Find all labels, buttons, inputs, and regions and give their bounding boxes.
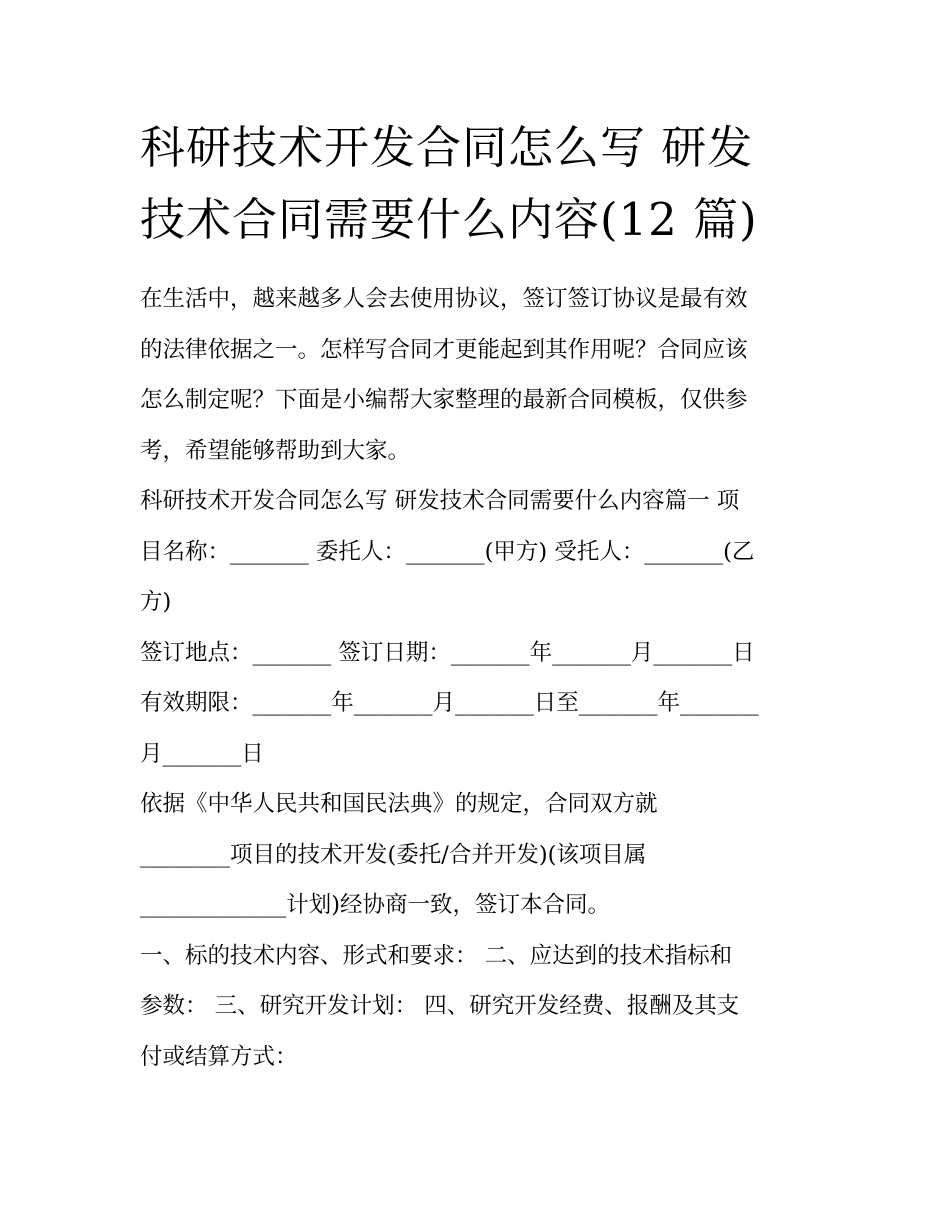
basis-line-2: ________项目的技术开发(委托/合并开发)(该项目属 (140, 841, 647, 868)
clauses-line-2: 参数： 三、研究开发计划： 四、研究开发经费、报酬及其支 (140, 993, 740, 1019)
validity-line-1: 有效期限：_______年_______月_______日至_______年_______ (140, 690, 759, 716)
intro-line-2: 的法律依据之一。怎样写合同才更能起到其作用呢？合同应该 (140, 336, 748, 363)
clauses-line-1: 一、标的技术内容、形式和要求： 二、应达到的技术指标和 (140, 942, 733, 969)
section-heading-line-2: 目名称：_______ 委托人：_______(甲方) 受托人：_______(乙 (140, 538, 755, 565)
validity-line-2: 月_______日 (140, 740, 264, 767)
section-heading-line-1: 科研技术开发合同怎么写 研发技术合同需要什么内容篇一 项 (140, 488, 740, 514)
intro-paragraph (140, 274, 812, 476)
title-line-2: 技术合同需要什么内容(12 篇) (140, 193, 758, 246)
document-page (140, 112, 820, 1082)
document-body (140, 274, 812, 1082)
intro-line-1: 在生活中，越来越多人会去使用协议，签订签订协议是最有效 (140, 286, 748, 312)
clauses-paragraph (140, 931, 812, 1083)
title-line-1: 科研技术开发合同怎么写 研发 (140, 121, 754, 174)
section-heading-paragraph (140, 476, 812, 628)
sign-paragraph (140, 628, 812, 679)
basis-line-3: _____________计划)经协商一致，签订本合同。 (140, 892, 611, 918)
clauses-line-3: 付或结算方式： (140, 1043, 298, 1070)
intro-line-3: 怎么制定呢？下面是小编帮大家整理的最新合同模板，仅供参 (140, 387, 748, 413)
basis-line-1: 依据《中华人民共和国民法典》的规定，合同双方就 (140, 791, 658, 817)
basis-paragraph (140, 779, 812, 931)
document-title (140, 112, 820, 256)
intro-line-4: 考，希望能够帮助到大家。 (140, 437, 411, 464)
validity-paragraph (140, 678, 812, 779)
section-heading-line-3: 方) (140, 589, 172, 615)
sign-line: 签订地点：_______ 签订日期：_______年_______月_______日 (140, 639, 755, 666)
